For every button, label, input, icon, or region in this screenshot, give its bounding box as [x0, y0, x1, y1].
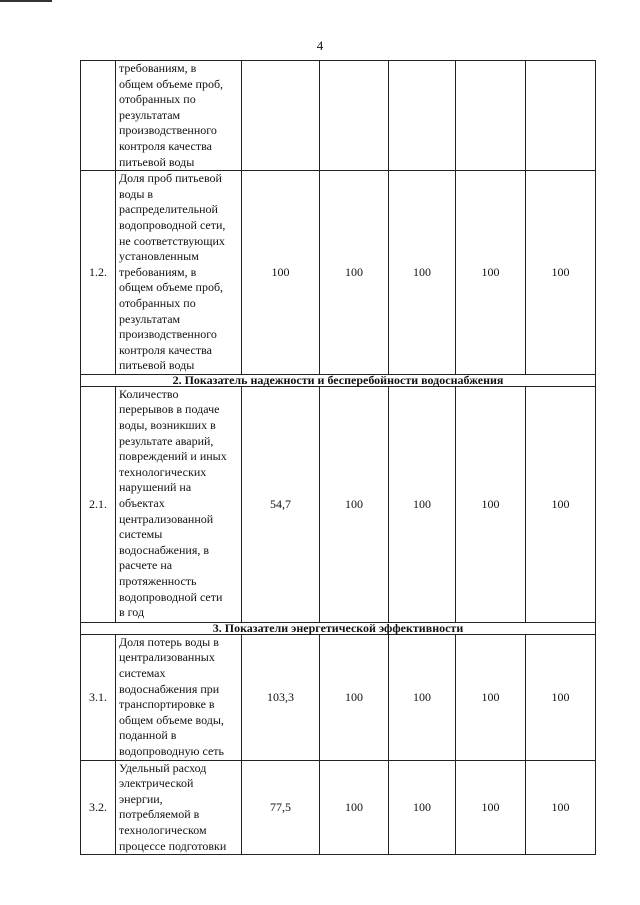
value-cell: 100: [320, 760, 389, 855]
table-row: [81, 634, 596, 760]
section-header-row: [81, 622, 596, 634]
value-cell: 54,7: [242, 386, 320, 622]
value-cell: 100: [320, 171, 389, 375]
value-cell: 100: [456, 634, 526, 760]
value-cell: 77,5: [242, 760, 320, 855]
value-cell: [320, 61, 389, 171]
value-cell: 100: [456, 171, 526, 375]
section-title: 3. Показатели энергетической эффективности: [81, 622, 596, 634]
page-number: 4: [316, 38, 324, 53]
value-cell: 100: [526, 634, 596, 760]
value-cell: 100: [456, 386, 526, 622]
section-header-row: [81, 374, 596, 386]
row-number: 2.1.: [81, 386, 116, 622]
row-number: 3.2.: [81, 760, 116, 855]
value-cell: [526, 61, 596, 171]
table-row: [81, 386, 596, 622]
table-row: [81, 61, 596, 171]
table-row: [81, 171, 596, 375]
value-cell: 100: [456, 760, 526, 855]
indicators-table: [80, 60, 596, 855]
section-title: 2. Показатель надежности и бесперебойности водоснабжения: [81, 374, 596, 386]
value-cell: 100: [320, 634, 389, 760]
row-number: [81, 61, 116, 171]
indicator-description: Доля проб питьевой воды в распределительной водопроводной сети, не соответствующих установленным требованиям, в общем объеме проб, отобранных по результатам производственного контроля качества питьевой воды: [116, 171, 242, 375]
value-cell: [242, 61, 320, 171]
value-cell: 100: [389, 386, 456, 622]
corner-mark: [0, 0, 52, 2]
value-cell: 100: [526, 171, 596, 375]
value-cell: [456, 61, 526, 171]
indicator-description: требованиям, в общем объеме проб, отобранных по результатам производственного контроля качества питьевой воды: [116, 61, 242, 171]
indicator-description: Удельный расход электрической энергии, потребляемой в технологическом процессе подготовки: [116, 760, 242, 855]
value-cell: 100: [320, 386, 389, 622]
value-cell: 100: [389, 760, 456, 855]
value-cell: 103,3: [242, 634, 320, 760]
value-cell: 100: [242, 171, 320, 375]
indicator-description: Доля потерь воды в централизованных системах водоснабжения при транспортировке в общем объеме воды, поданной в водопроводную сеть: [116, 634, 242, 760]
value-cell: [389, 61, 456, 171]
value-cell: 100: [389, 171, 456, 375]
value-cell: 100: [526, 760, 596, 855]
row-number: 1.2.: [81, 171, 116, 375]
row-number: 3.1.: [81, 634, 116, 760]
table-row: [81, 760, 596, 855]
indicator-description: Количество перерывов в подаче воды, возникших в результате аварий, повреждений и иных технологических нарушений на объектах централизованной системы водоснабжения, в расчете на протяженность водопроводной сети в год: [116, 386, 242, 622]
value-cell: 100: [389, 634, 456, 760]
value-cell: 100: [526, 386, 596, 622]
